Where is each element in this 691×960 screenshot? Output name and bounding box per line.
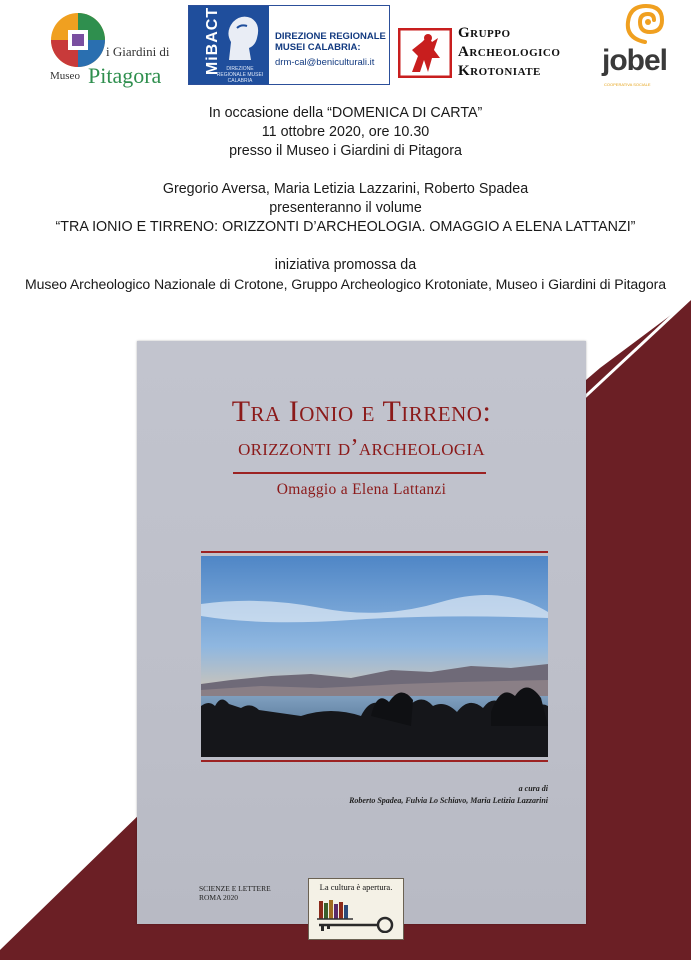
presenting-line: presenteranno il volume	[269, 200, 422, 216]
editors-names: Roberto Spadea, Fulvia Lo Schiavo, Maria Letizia Lazzarini	[349, 796, 548, 805]
museo-logo-line2: Museo	[50, 70, 80, 82]
series-label: La cultura è apertura.	[319, 882, 393, 892]
jobel-wordmark: jobel	[602, 44, 668, 77]
gak-line1: Gruppo	[458, 25, 511, 41]
editors-label: a cura di	[518, 784, 548, 793]
gak-line3: Krotoniate	[458, 63, 541, 79]
mibact-direction-heading: DIREZIONE REGIONALE MUSEI CALABRIA:	[275, 31, 386, 53]
publisher-name: SCIENZE E LETTERE	[199, 884, 271, 893]
museo-logo-line3: Pitagora	[88, 63, 162, 88]
museo-giardini-pitagora-logo	[46, 8, 181, 90]
cover-title-line1: Tra Ionio e Tirreno:	[231, 395, 492, 428]
series-badge	[308, 878, 404, 940]
jobel-logo	[600, 2, 688, 90]
publisher-block	[199, 884, 271, 902]
cover-photo-seascape	[201, 556, 548, 757]
mibact-logo	[188, 5, 390, 85]
date-line: 11 ottobre 2020, ore 10.30	[261, 124, 430, 140]
museo-emblem-icon	[48, 10, 110, 70]
venue-line: presso il Museo i Giardini di Pitagora	[229, 143, 462, 159]
jobel-subline: COOPERATIVA SOCIALE	[604, 82, 651, 87]
mibact-wordmark: MiBACT	[204, 6, 222, 76]
warrior-icon	[398, 28, 452, 78]
gak-wordmark	[458, 24, 560, 81]
gak-line2: Archeologico	[458, 44, 561, 60]
cover-subtitle: Omaggio a Elena Lattanzi	[276, 481, 447, 498]
promoters-line: Museo Archeologico Nazionale di Crotone, Gruppo Archeologico Krotoniate, Museo i Giardini di Pitagora	[25, 276, 666, 292]
presenters-line: Gregorio Aversa, Maria Letizia Lazzarini, Roberto Spadea	[162, 181, 529, 197]
promoted-line: iniziativa promossa da	[274, 257, 417, 273]
mibact-email: drm-cal@beniculturali.it	[275, 57, 375, 68]
logo-row	[0, 0, 691, 95]
publisher-place-year: ROMA 2020	[199, 893, 238, 902]
statue-head-icon	[219, 12, 263, 62]
books-and-key-icon	[313, 895, 399, 933]
occasion-line: In occasione della “DOMENICA DI CARTA”	[208, 105, 483, 121]
gruppo-archeologico-logo	[398, 14, 573, 84]
photo-top-rule	[201, 551, 548, 553]
photo-bottom-rule	[201, 760, 548, 762]
title-rule	[233, 472, 486, 474]
cover-title-line2: orizzonti d’archeologia	[238, 434, 485, 461]
mibact-subline: DIREZIONE REGIONALE MUSEI CALABRIA	[216, 66, 264, 84]
museo-logo-line1: i Giardini di	[106, 44, 170, 59]
book-cover	[137, 341, 586, 924]
announcement	[0, 104, 691, 294]
mibact-brand-block	[189, 6, 269, 84]
jobel-swirl-icon	[620, 2, 670, 46]
volume-title-line: “TRA IONIO E TIRRENO: ORIZZONTI D’ARCHEOLOGIA. OMAGGIO A ELENA LATTANZI”	[55, 219, 636, 235]
